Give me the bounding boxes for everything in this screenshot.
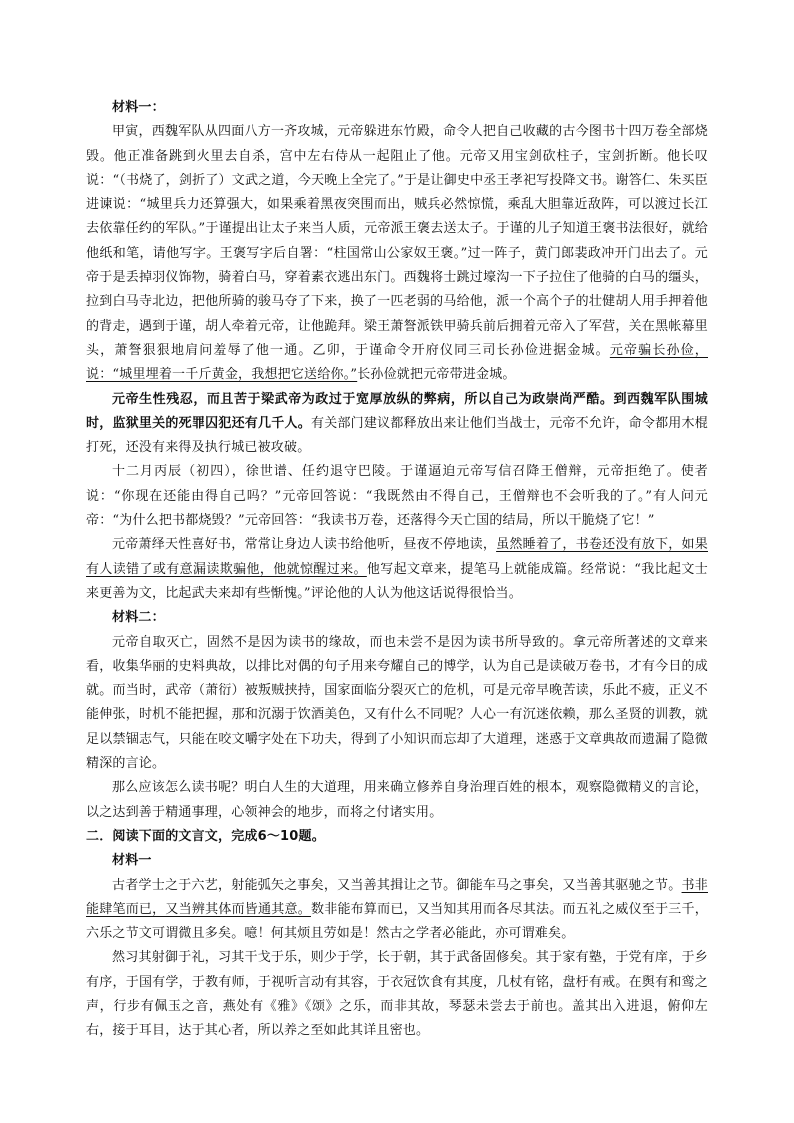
material-2-paragraph-1: 元帝自取灭亡，固然不是因为读书的缘故，而也未尝不是因为读书所导致的。拿元帝所著述的文章来看，收集华丽的史料典故，以排比对偶的句子用来夸耀自己的博学，认为自己是读破万卷书，才有今日的成就。而当时，武帝（萧衍）被叛贼挟持，国家面临分裂灭亡的危机，可是元帝早晚苦读，乐此不疲，正义不能伸张，时机不能把握，那和沉溺于饮酒美色，又有什么不同呢？人心一有沉迷依赖，那么圣贤的训教，就足以禁锢志气，只能在咬文嚼字处在下功夫，得到了小知识而忘却了大道理，迷惑于文章典故而遗漏了隐微精深的言论。 <box>86 634 708 772</box>
material-1-paragraph-1 <box>86 120 708 387</box>
material-2-paragraph-2: 那么应该怎么读书呢？明白人生的大道理，用来确立修养自身治理百姓的根本，观察隐微精义的言论，以之达到善于精通事理，心领神会的地步，而将之付诸实用。 <box>86 780 708 820</box>
section-2-paragraph-1 <box>86 874 708 947</box>
text-segment: 数非能布算而已，又当知其用而各尽其法。而五礼之威仪至于三千，六乐之节文可谓微且多矣。噫！何其烦且劳如是！然古之学者必能此，亦可谓难矣。 <box>86 901 708 942</box>
text-segment: 元帝生性残忍，而且苦于梁武帝为政过于宽厚放纵的弊病，所以自己为政崇尚严酷。到西魏军队围城时，监狱里关的死罪囚犯还有几千人。 <box>86 391 708 431</box>
text-segment: 虽然睡着了，书卷还没有放下，如果有人读错了或有意漏读欺骗他，他就惊醒过来。 <box>86 537 708 577</box>
text-segment: 元帝萧绎天性喜好书，常常让身边人读书给他听，昼夜不停地读， <box>112 537 497 553</box>
text-segment: 古者学士之于六艺，射能弧矢之事矣，又当善其揖让之节。御能车马之事矣，又当善其驱驰之节。 <box>112 877 682 893</box>
section-2-title: 二．阅读下面的文言文，完成6～10题。 <box>86 828 325 844</box>
material-1-paragraph-3: 十二月丙辰（初四），徐世谱、任约退守巴陵。于谨逼迫元帝写信召降王僧辩，元帝拒绝了。使者说：“你现在还能由得自己吗？”元帝回答说：“我既然由不得自己，王僧辩也不会听我的了。”有人问元帝：“为什么把书都烧毁？”元帝回答：“我读书万卷，还落得今天亡国的结局，所以干脆烧了它！” <box>86 464 708 529</box>
material-1-paragraph-2 <box>86 388 708 461</box>
text-segment: 有关部门建议都释放出来让他们当战士，元帝不允许，命令都用木棍打死，还没有来得及执行城已被攻破。 <box>86 415 708 456</box>
material-1-paragraph-4 <box>86 533 708 606</box>
section-2-paragraph-2: 然习其射御于礼，习其干戈于乐，则少于学，长于朝，其于武备固修矣。其于家有塾，于党有庠，于乡有序，于国有学，于教有师，于视听言动有其容，于衣冠饮食有其度，几杖有铭，盘杅有戒。在舆有和鸾之声，行步有佩玉之音，燕处有《雅》《颂》之乐，而非其故，琴瑟未尝去于前也。盖其出入进退，俯仰左右，接于耳目，达于其心者，所以养之至如此其详且密也。 <box>86 950 708 1039</box>
text-segment: 他写起文章来，提笔马上就能成篇。经常说：“我比起文士来更善为文，比起武夫来却有些惭愧。”评论他的人认为他这话说得很恰当。 <box>86 561 708 601</box>
section-2-material-1-title: 材料一 <box>112 853 152 869</box>
text-segment: 书非能肆笔而已，又当辨其体而皆通其意。 <box>86 877 708 917</box>
document-body <box>86 96 708 1044</box>
text-segment: 长孙俭就把元帝带进金城。 <box>357 367 516 383</box>
text-segment: 甲寅，西魏军队从四面八方一齐攻城，元帝躲进东竹殿，命令人把自己收藏的古今图书十四万卷全部烧毁。他正准备跳到火里去自杀，宫中左右侍从一起阻止了他。元帝又用宝剑砍柱子，宝剑折断。他长叹说：“（书烧了，剑折了）文武之道，今天晚上全完了。”于是让御史中丞王孝祀写投降文书。谢答仁、朱买臣进谏说：“城里兵力还算强大，如果乘着黑夜突围而出，贼兵必然惊慌，乘乱大胆靠近敌阵，可以渡过长江去依靠任约的军队。”于谨提出让太子来当人质，元帝派王褒去送太子。于谨的儿子知道王褒书法很好，就给他纸和笔，请他写字。王褒写字后自署：“柱国常山公家奴王褒。”过一阵子，黄门郎裴政冲开门出去了。元帝于是丢掉羽仪饰物，骑着白马，穿着素衣逃出东门。西魏将士跳过壕沟一下子拉住了他骑的白马的缰头，拉到白马寺北边，把他所骑的骏马夺了下来，换了一匹老弱的马给他，派一个高个子的壮健胡人用手押着他的背走，遇到于谨，胡人牵着元帝，让他跪拜。梁王萧詧派铁甲骑兵前后拥着元帝入了军营，关在黑帐幕里头，萧詧狠狠地肩问羞辱了他一通。乙卯，于谨命令开府仪同三司长孙俭进据金城。 <box>86 124 708 358</box>
material-1-title: 材料一： <box>112 100 165 115</box>
text-segment: 元帝骗长孙俭，说：“城里埋着一千斤黄金，我想把它送给你。” <box>86 342 708 383</box>
material-2-title: 材料二： <box>112 610 165 626</box>
